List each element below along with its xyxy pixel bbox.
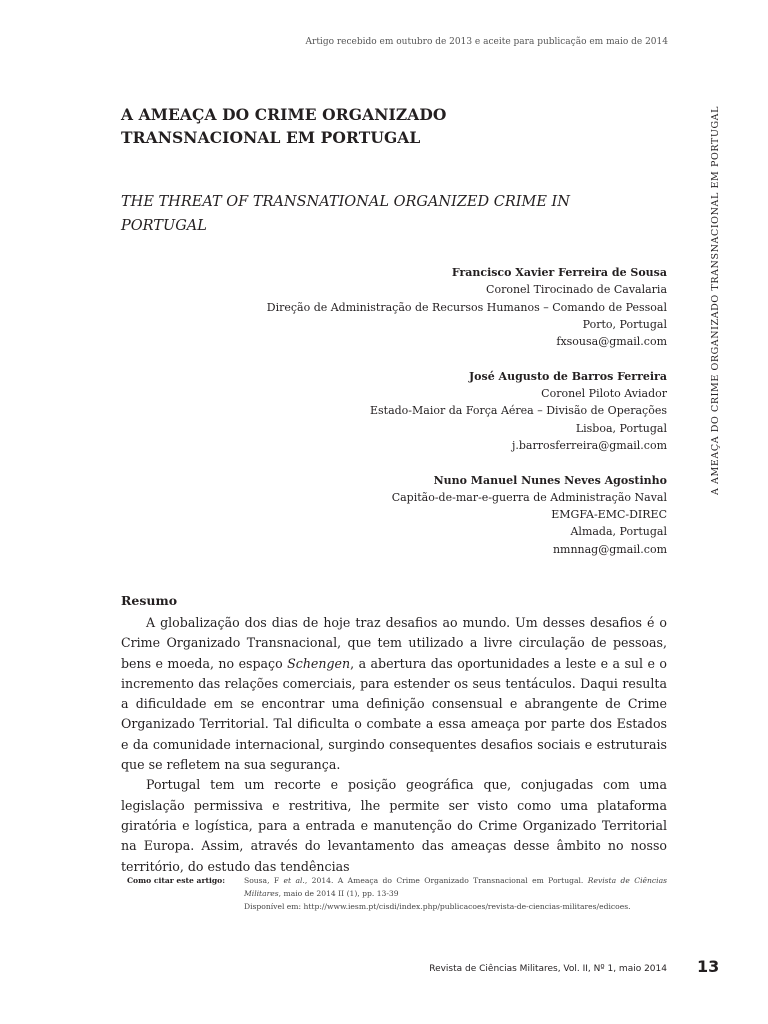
abstract-p1-italic: Schengen xyxy=(287,655,351,671)
running-title-text: A AMEAÇA DO CRIME ORGANIZADO TRANSNACIONAL EM PORTUGAL xyxy=(710,105,722,495)
abstract-paragraph-1 xyxy=(121,613,667,775)
title-en-line-1: THE THREAT OF TRANSNATIONAL ORGANIZED CRIME IN xyxy=(121,194,570,210)
citation-text-c: , maio de 2014 II (1), pp. 13-39 xyxy=(278,889,399,898)
author-block xyxy=(207,368,667,454)
citation-reference xyxy=(244,874,667,900)
article-title-english xyxy=(121,190,601,238)
author-location: Porto, Portugal xyxy=(582,317,667,331)
author-affiliation: Direção de Administração de Recursos Humanos – Comando de Pessoal xyxy=(266,300,667,314)
author-affiliation: Estado-Maior da Força Aérea – Divisão de Operações xyxy=(369,404,667,418)
abstract-body xyxy=(121,613,667,874)
author-email: fxsousa@gmail.com xyxy=(556,335,667,349)
received-note: Artigo recebido em outubro de 2013 e aceite para publicação em maio de 2014 xyxy=(305,37,668,47)
abstract-paragraph-2: Portugal tem um recorte e posição geográfica que, conjugadas com uma legislação permissiva e restritiva, lhe permite ser visto como uma plataforma giratória e logística, para a entrada e manutenção do Crime Organizado Territorial na Europa. Assim, através do levantamento das ameaças desse âmbito no nosso território, do estudo das tendências xyxy=(121,777,667,874)
author-block xyxy=(207,264,667,350)
author-rank: Coronel Piloto Aviador xyxy=(541,387,667,401)
author-rank: Coronel Tirocinado de Cavalaria xyxy=(486,283,667,297)
title-en-line-2: PORTUGAL xyxy=(121,218,207,234)
citation-available: Disponível em: http://www.iesm.pt/cisdi/index.php/publicacoes/revista-de-ciencias-militares/edicoes. xyxy=(244,902,631,911)
authors-list xyxy=(207,264,667,575)
citation-et-al: et al. xyxy=(283,876,305,885)
citation-text-b: , 2014. A Ameaça do Crime Organizado Transnacional em Portugal. xyxy=(304,876,588,885)
citation-label: Como citar este artigo: xyxy=(127,876,226,885)
article-title-portuguese xyxy=(121,103,541,149)
citation-box xyxy=(127,874,667,913)
citation-text-a: Sousa, F xyxy=(244,876,284,885)
author-name: José Augusto de Barros Ferreira xyxy=(468,369,667,383)
abstract-p1-text-a: A globalização dos dias de hoje traz desafios ao mundo. Um desses desafios é o Crime Organizado Transnacional, que tem utilizado a livre circulação de pessoas, bens e moeda, no espaço xyxy=(121,615,667,671)
author-name: Francisco Xavier Ferreira de Sousa xyxy=(451,266,667,279)
running-title-vertical xyxy=(701,104,731,496)
footer-journal-info: Revista de Ciências Militares, Vol. II, Nº 1, maio 2014 xyxy=(429,964,667,974)
title-pt-line-1: A AMEAÇA DO CRIME ORGANIZADO xyxy=(121,105,447,124)
author-location: Almada, Portugal xyxy=(570,525,667,539)
page-number: 13 xyxy=(697,957,720,976)
author-rank: Capitão-de-mar-e-guerra de Administração Naval xyxy=(391,490,667,504)
author-name: Nuno Manuel Nunes Neves Agostinho xyxy=(433,473,667,487)
citation-body xyxy=(244,874,667,913)
author-email: nmnnag@gmail.com xyxy=(552,542,667,556)
citation-journal: Revista de Ciências Militares xyxy=(244,876,667,898)
author-email: j.barrosferreira@gmail.com xyxy=(511,438,667,452)
abstract-p1-text-b: , a abertura das oportunidades a leste e a sul e o incremento das relações comerciais, para estender os seus tentáculos. Daqui resulta a dificuldade em se encontrar uma definição consensual e abrangente de Crime Organizado Territorial. Tal dificulta o combate a essa ameaça por parte dos Estados e da comunidade internacional, surgindo consequentes desafios sociais e estruturais que se refletem na sua segurança. xyxy=(121,655,667,773)
abstract-heading: Resumo xyxy=(121,593,178,608)
author-location: Lisboa, Portugal xyxy=(575,421,667,435)
author-affiliation: EMGFA-EMC-DIREC xyxy=(551,508,667,522)
author-block xyxy=(207,472,667,558)
title-pt-line-2: TRANSNACIONAL EM PORTUGAL xyxy=(121,128,421,147)
